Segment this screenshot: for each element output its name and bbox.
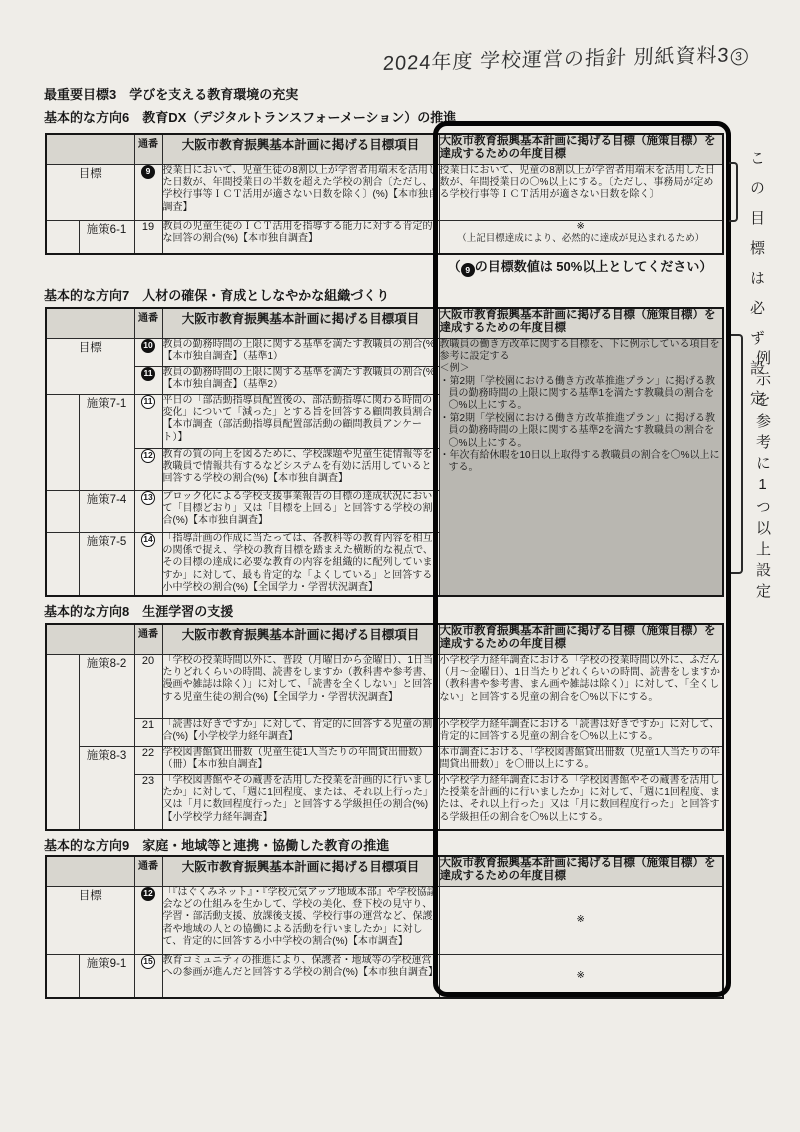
- item-cell: 教員の児童生徒のＩＣＴ活用を指導する能力に対する肯定的な回答の割合(%)【本市独自調査】: [162, 220, 439, 254]
- header-serial-number: 通番: [134, 308, 162, 338]
- item-cell: 学校図書館貸出冊数（児童生徒1人当たりの年間貸出冊数）（冊）【本市独自調査】: [162, 746, 439, 774]
- reference-mark: ※: [576, 220, 585, 232]
- item-cell: 平日の「部活動指導員配置後の、部活動指導に関わる時間の変化」について「減った」とする旨を回答する顧問教員割合【本市調査（部活動指導員配置部活動の顧問教員アンケート）】: [162, 394, 439, 448]
- serial-cell: 23: [134, 774, 162, 830]
- header-serial-number: 通番: [134, 134, 162, 164]
- target-line: ・年次有給休暇を10日以上取得する教職員の割合を〇%以上にする。: [439, 450, 720, 474]
- table-direction-8: [45, 623, 724, 831]
- serial-cell: [134, 532, 162, 596]
- heading-direction-8: 基本的な方向8 生涯学習の支援: [44, 604, 234, 619]
- item-cell: 「学校図書館やその蔵書を活用した授業を計画的に行いましたか」に対して、「週に1回程度、または、それ以上行った」又は「月に数回程度行った」と回答する学級担任の割合(%)【小学校学力経年調査】: [162, 774, 439, 830]
- row-label-measure-8-2: 施策8-2: [79, 654, 134, 746]
- table-direction-7: [45, 307, 724, 597]
- target-cell: 小学校学力経年調査における「読書は好きですか」に対して、肯定的に回答する児童の割合を〇%以上にする。: [439, 718, 723, 746]
- item-cell: 授業日において、児童生徒の8割以上が学習者用端末を活用した日数が、年間授業日の半数を超えた学校の割合〔ただし、学校行事等ＩＣＴ活用が適さない日数を除く〕(%)【本市独自調査】: [162, 164, 439, 220]
- header-serial-number: 通番: [134, 624, 162, 654]
- header-plan-item: 大阪市教育振興基本計画に掲げる目標項目: [162, 624, 439, 654]
- target-cell: 小学校学力経年調査における「学校の授業時間以外に、ふだん（月～金曜日）、1日当たりどれくらいの時間、読書をしますか（教科書や参考書、まん画や雑誌は除く）」に対して、「全くしない」と回答する児童の割合を〇%以下にする。: [439, 654, 723, 718]
- item-cell: 教員の勤務時間の上限に関する基準を満たす教職員の割合(%)【本市独自調査】（基準2）: [162, 366, 439, 394]
- spacer-cell: [46, 954, 79, 998]
- item-cell: 「学校の授業時間以外に、普段（月曜日から金曜日）、1日当たりどれくらいの時間、読書をしますか（教科書や参考書、漫画や雑誌は除く）」に対して、「読書を全くしない」と回答する児童生徒の割合(%)【全国学力・学習状況調査】: [162, 654, 439, 718]
- item-cell: 「指導計画の作成に当たっては、各教科等の教育内容を相互の関係で捉え、学校の教育目標を踏まえた横断的な視点で、その目標の達成に必要な教育の内容を組織的に配列していますか」に対して、最も肯定的な「よくしている」と回答する小中学校の割合(%)【全国学力・学習状況調査】: [162, 532, 439, 596]
- note-text: （: [447, 259, 461, 274]
- annotation-example-set: 例示を参考に1つ以上設定: [754, 350, 771, 604]
- spacer-cell: [46, 394, 79, 490]
- row-label-measure-8-3: 施策8-3: [79, 746, 134, 830]
- heading-direction-9: 基本的な方向9 家庭・地域等と連携・協働した教育の推進: [44, 838, 390, 853]
- spacer-cell: [46, 654, 79, 830]
- table-direction-9: [45, 855, 724, 999]
- circled-number-12-filled: 12: [141, 887, 155, 901]
- header-blank: [46, 308, 134, 338]
- target-cell-examples: [439, 338, 723, 596]
- row-label-goal: 目標: [46, 164, 134, 220]
- header-blank: [46, 856, 134, 886]
- target-cell: ※: [439, 886, 723, 954]
- target-line: ＜例＞: [439, 363, 470, 375]
- serial-cell: [134, 954, 162, 998]
- table-direction-6: [45, 133, 724, 255]
- heading-direction-6: 基本的な方向6 教育DX（デジタルトランスフォーメーション）の推進: [44, 110, 457, 125]
- header-plan-item: 大阪市教育振興基本計画に掲げる目標項目: [162, 134, 439, 164]
- header-annual-target: 大阪市教育振興基本計画に掲げる目標（施策目標）を達成するための年度目標: [439, 134, 723, 164]
- bracket-must-set: [729, 162, 738, 222]
- target-cell: 授業日において、児童の8割以上が学習者用端末を活用した日数が、年間授業日の〇%以上にする。〔ただし、事務局が定める学校行事等ＩＣＴ活用が適さない日数を除く〕: [439, 164, 723, 220]
- item-cell: 教員の勤務時間の上限に関する基準を満たす教職員の割合(%)【本市独自調査】（基準1）: [162, 338, 439, 366]
- serial-cell: 20: [134, 654, 162, 718]
- serial-cell: [134, 338, 162, 366]
- target-line: 教職員の働き方改革に関する目標を、下に例示している項目を参考に設定する: [439, 338, 720, 362]
- circled-number-13: 13: [141, 491, 155, 505]
- item-cell: 「『はぐくみネット』・『学校元気アップ地域本部』や学校協議会などの仕組みを生かして、学校の美化、登下校の見守り、学習・部活動支援、放課後支援、学校行事の運営など、保護者や地域の人との協働による活動を行いましたか」に対して、肯定的に回答する小中学校の割合(%)【本市調査】: [162, 886, 439, 954]
- header-annual-target: 大阪市教育振興基本計画に掲げる目標（施策目標）を達成するための年度目標: [439, 308, 723, 338]
- item-cell: 教育コミュニティの推進により、保護者・地域等の学校運営への参画が進んだと回答する学校の割合(%)【本市独自調査】: [162, 954, 439, 998]
- serial-cell: 22: [134, 746, 162, 774]
- header-annual-target: 大阪市教育振興基本計画に掲げる目標（施策目標）を達成するための年度目標: [439, 624, 723, 654]
- serial-cell: 19: [134, 220, 162, 254]
- serial-cell: [134, 164, 162, 220]
- handwritten-title: [382, 37, 793, 76]
- heading-direction-7: 基本的な方向7 人材の確保・育成としなやかな組織づくり: [44, 288, 390, 303]
- handwritten-title-text: 2024年度 学校運営の指針 別紙資料3: [382, 44, 731, 76]
- row-label-measure-7-4: 施策7-4: [79, 490, 134, 532]
- serial-cell: [134, 886, 162, 954]
- header-blank: [46, 624, 134, 654]
- row-label-goal: 目標: [46, 338, 134, 394]
- header-plan-item: 大阪市教育振興基本計画に掲げる目標項目: [162, 856, 439, 886]
- circled-number-9-filled: 9: [141, 165, 155, 179]
- note-text: の目標数値は 50%以上としてください）: [474, 259, 713, 274]
- note-goal-9-minimum: [440, 256, 720, 277]
- item-cell: 「読書は好きですか」に対して、肯定的に回答する児童の割合(%)【小学校学力経年調査】: [162, 718, 439, 746]
- spacer-cell: [46, 490, 79, 532]
- heading-top-goal-3: 最重要目標3 学びを支える教育環境の充実: [44, 87, 299, 102]
- circled-number-11: 11: [141, 395, 155, 409]
- target-line: ・第2期「学校園における働き方改革推進プラン」に掲げる教員の勤務時間の上限に関する基準2を満たす教職員の割合を〇%以上にする。: [439, 412, 716, 449]
- circled-number-9-filled: 9: [461, 263, 475, 277]
- target-cell: ※: [439, 954, 723, 998]
- target-line: ・第2期「学校園における働き方改革推進プラン」に掲げる教員の勤務時間の上限に関する基準1を満たす教職員の割合を〇%以上にする。: [439, 375, 716, 412]
- serial-cell: [134, 394, 162, 448]
- row-label-measure-7-5: 施策7-5: [79, 532, 134, 596]
- spacer-cell: [46, 220, 79, 254]
- item-cell: ブロック化による学校支援事業報告の目標の達成状況において「目標どおり」又は「目標を上回る」と回答する学校の割合(%)【本市独自調査】: [162, 490, 439, 532]
- serial-cell: [134, 490, 162, 532]
- circled-number-15: 15: [141, 955, 155, 969]
- row-label-measure-7-1: 施策7-1: [79, 394, 134, 490]
- target-cell: 小学校学力経年調査における「学校図書館やその蔵書を活用した授業を計画的に行いましたか」に対して、「週に1回程度、または、それ以上行った」又は「月に数回程度行った」と回答する学級担任の割合を〇%以上にする。: [439, 774, 723, 830]
- serial-cell: [134, 366, 162, 394]
- item-cell: 教育の質の向上を図るために、学校課題や児童生徒情報等を教職員で情報共有するなどシステムを有効に活用していると回答する学校の割合(%)【本市独自調査】: [162, 448, 439, 490]
- reference-note: （上記目標達成により、必然的に達成が見込まれるため）: [457, 232, 705, 244]
- target-cell: 本市調査における、「学校図書館貸出冊数（児童1人当たりの年間貸出冊数）」を〇冊以上にする。: [439, 746, 723, 774]
- circled-number-11-filled: 11: [141, 367, 155, 381]
- serial-cell: 21: [134, 718, 162, 746]
- row-label-goal: 目標: [46, 886, 134, 954]
- circled-3: 3: [730, 48, 748, 65]
- header-annual-target: 大阪市教育振興基本計画に掲げる目標（施策目標）を達成するための年度目標: [439, 856, 723, 886]
- circled-number-10-filled: 10: [141, 339, 155, 353]
- target-cell: [439, 220, 723, 254]
- annotation-must-set: この目標は必ず設定: [748, 150, 765, 420]
- serial-cell: [134, 448, 162, 490]
- row-label-measure-6-1: 施策6-1: [79, 220, 134, 254]
- circled-number-12: 12: [141, 449, 155, 463]
- bracket-example-set: [731, 334, 743, 574]
- header-blank: [46, 134, 134, 164]
- circled-number-14: 14: [141, 533, 155, 547]
- header-plan-item: 大阪市教育振興基本計画に掲げる目標項目: [162, 308, 439, 338]
- row-label-measure-9-1: 施策9-1: [79, 954, 134, 998]
- spacer-cell: [46, 532, 79, 596]
- header-serial-number: 通番: [134, 856, 162, 886]
